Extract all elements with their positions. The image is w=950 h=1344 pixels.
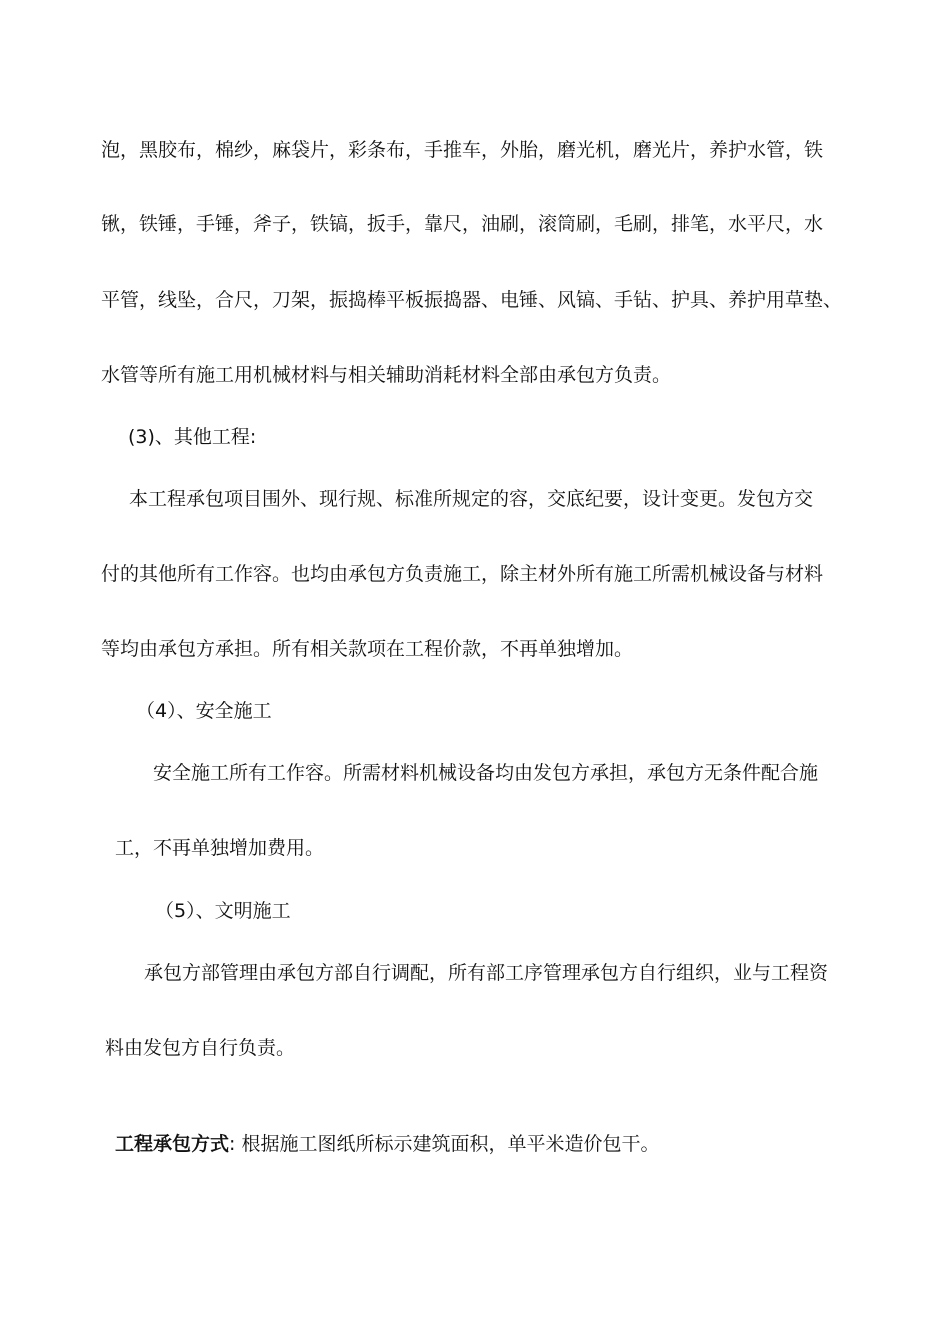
section-heading: （4）、安全施工: [136, 700, 272, 722]
contract-method-line: [115, 1132, 659, 1156]
paragraph-line: 泡，黑胶布，棉纱，麻袋片，彩条布，手推车，外胎，磨光机，磨光片，养护水管，铁: [101, 139, 824, 161]
paragraph-line: 平管，线坠，合尺，刀架，振捣棒平板振捣器、电锤、风镐、手钻、护具、养护用草垫、: [101, 289, 843, 311]
paragraph-line: 水管等所有施工用机械材料与相关辅助消耗材料全部由承包方负责。: [101, 364, 672, 386]
paragraph-line: 安全施工所有工作容。所需材料机械设备均由发包方承担，承包方无条件配合施: [153, 762, 819, 784]
paragraph-line: 工，不再单独增加费用。: [115, 837, 325, 859]
paragraph-line: 锹，铁锤，手锤，斧子，铁镐，扳手，靠尺，油刷，滚筒刷，毛刷，排笔，水平尺，水: [101, 213, 824, 235]
paragraph-line: 付的其他所有工作容。也均由承包方负责施工，除主材外所有施工所需机械设备与材料: [101, 563, 824, 585]
paragraph-line: 本工程承包项目围外、现行规、标准所规定的容，交底纪要，设计变更。发包方交: [129, 488, 814, 510]
section-heading: (3)、其他工程:: [128, 426, 257, 448]
section-heading: （5）、文明施工: [155, 900, 291, 922]
contract-method-label: 工程承包方式: [115, 1133, 230, 1155]
contract-method-text: : 根据施工图纸所标示建筑面积，单平米造价包干。: [229, 1133, 660, 1155]
paragraph-line: 承包方部管理由承包方部自行调配，所有部工序管理承包方自行组织，业与工程资: [144, 962, 829, 984]
paragraph-line: 料由发包方自行负责。: [105, 1037, 296, 1059]
paragraph-line: 等均由承包方承担。所有相关款项在工程价款，不再单独增加。: [101, 638, 634, 660]
